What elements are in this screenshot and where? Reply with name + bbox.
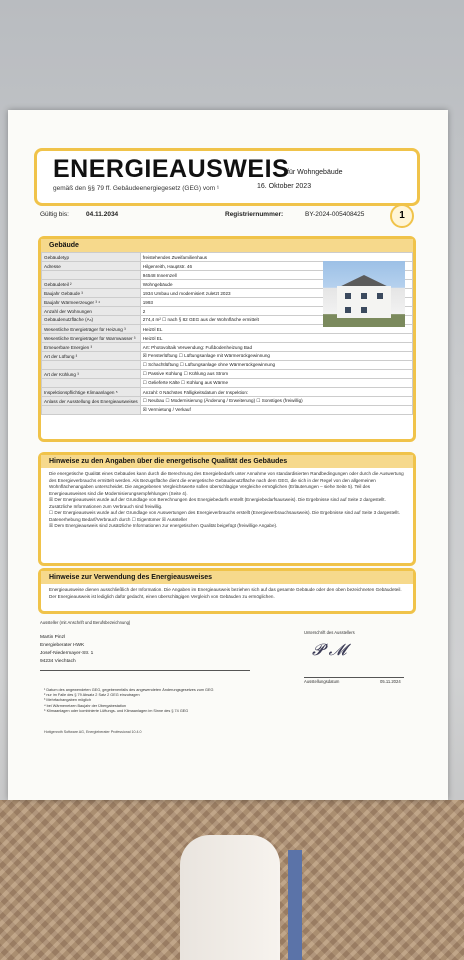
software-note: Hottgenroth Software AG, Energieberater Professional 10.4.0 [44, 730, 142, 734]
gebaeude-row-value: ☐ Schachtlüftung ☐ Lüftungsanlage ohne Wärmerückgewinnung [140, 361, 412, 370]
document-header [34, 148, 420, 206]
valid-until-label: Gültig bis: [40, 211, 69, 218]
signature-scribble: 𝓟 𝓜 [312, 640, 347, 659]
gebaeude-row [42, 397, 413, 406]
gebaeude-row-label [42, 271, 141, 280]
gebaeude-row-label: Baujahr Wärmeerzeuger ³ ⁴ [42, 298, 141, 307]
gebaeude-row-value: 274,4 m² ☐ nach § 82 GEG aus der Wohnfläche ermittelt [140, 316, 412, 325]
verwendung-text: Energieausweise dienen ausschließlich der Information. Die Angaben im Energieausweis beziehen sich auf das gesamte Gebäude oder den oben bezeichneten Gebäudeteil. Der Energieausweis ist lediglich dafür gedacht, einen überschlägigen Vergleich von Gebäuden zu ermöglichen. [49, 587, 402, 599]
document-title: ENERGIEAUSWEIS [53, 155, 290, 183]
gebaeude-row [42, 388, 413, 397]
gebaeude-row-label: Gebäudenutzfläche (Aₙ) [42, 316, 141, 325]
aussteller-line: Energieberater HWK [40, 643, 85, 648]
hinweise-section [38, 452, 416, 566]
page-number: 1 [390, 204, 414, 228]
hinweise-paragraph-1: Die energetische Qualität eines Gebäudes kann durch die Berechnung des Energiebedarfs unter Annahme von standardisierten Randbedingungen oder durch die Auswertung des Energieverbrauchs ermittelt werden. Als Bezugsfläche dient die energetische Gebäudenutzfläche nach dem GEG, die sich in der Regel von den allgemeinen Wohnflächenangaben unterscheidet. Die angegebenen Vergleichswerte sollen überschlägige Vergleiche ermöglichen (Erläuterungen – siehe Seite 5). Teil des Energieausweises sind die Modernisierungsempfehlungen (Seite 4). [49, 471, 404, 496]
document-subtitle: für Wohngebäude [287, 169, 343, 176]
hinweise-paragraph-5: ☒ Dem Energieausweis sind zusätzliche Informationen zur energetischen Qualität beigefügt (freiwillige Angabe). [49, 523, 278, 528]
gebaeude-row [42, 406, 413, 415]
gebaeude-heading: Gebäude [41, 239, 413, 252]
law-date: 16. Oktober 2023 [257, 183, 312, 190]
gebaeude-row-label: Anzahl der Wohnungen [42, 307, 141, 316]
gebaeude-row-value: ☐ Passive Kühlung ☐ Kühlung aus Strom [140, 370, 412, 379]
verwendung-heading: Hinweise zur Verwendung des Energieausweises [41, 571, 413, 584]
verwendung-section [38, 568, 416, 614]
validity-row [40, 208, 410, 224]
aussteller-address [40, 634, 93, 666]
aussteller-line: 94234 Viechtach [40, 659, 76, 664]
gebaeude-row-label: Wesentliche Energieträger für Warmwasser ³ [42, 334, 141, 343]
foot [180, 835, 280, 960]
gebaeude-row [42, 352, 413, 361]
gebaeude-row-value: 1934 Umbau und modernisiert zuletzt 2023 [140, 289, 412, 298]
gebaeude-row-label: Art der Lüftung ³ [42, 352, 141, 361]
law-reference: gemäß den §§ 79 ff. Gebäudeenergiegesetz (GEG) vom ¹ [53, 185, 220, 192]
gebaeude-row-value: Heizöl EL [140, 334, 412, 343]
gebaeude-row-value: Hilgenreith, Hauptstr. 46 [140, 262, 412, 271]
gebaeude-row-label: Gebäudeteil ² [42, 280, 141, 289]
hinweise-heading: Hinweise zu den Angaben über die energetische Qualität des Gebäudes [41, 455, 413, 468]
gebaeude-row-value: ☐ Gelieferte Kälte ☐ Kühlung aus Wärme [140, 379, 412, 388]
gebaeude-row-value: Heizöl EL [140, 325, 412, 334]
gebaeude-row-value: 1993 [140, 298, 412, 307]
aussteller-line: Martin Pinzl [40, 635, 66, 640]
aussteller-label: Aussteller (mit Anschrift und Berufsbezeichnung) [40, 620, 131, 625]
gebaeude-row-value: 94548 Innernzell [140, 271, 412, 280]
gebaeude-row-value: freistehendes Zweifamilienhaus [140, 253, 412, 262]
building-photo [323, 261, 405, 327]
footnote: ¹ Datum des angewendeten GEG, gegebenenfalls des angewendeten Änderungsgesetzes zum GEG [44, 688, 214, 692]
footnote: ⁴ bei Wärmenetzen Baujahr der Übergabestation [44, 703, 127, 708]
gebaeude-row-value: ☒ Fensterlüftung ☐ Lüftungsanlage mit Wärmerückgewinnung [140, 352, 412, 361]
gebaeude-row [42, 361, 413, 370]
footnote: ³ Mehrfachangaben möglich [44, 698, 92, 703]
registration-value: BY-2024-005408425 [305, 211, 365, 218]
hinweise-paragraph-4: Datenerhebung Bedarf/Verbrauch durch ☐ Eigentümer ☒ Aussteller [49, 516, 188, 522]
gebaeude-row-label: Gebäudetyp [42, 253, 141, 262]
gebaeude-row-value: ☒ Vermietung / Verkauf [140, 406, 412, 415]
issue-date-label: Ausstellungsdatum [304, 679, 340, 684]
gebaeude-row [42, 370, 413, 379]
gebaeude-row [42, 379, 413, 388]
gebaeude-row-label: Anlass der Ausstellung des Energieausweises [42, 397, 141, 406]
issue-date: 05.11.2024 [380, 679, 401, 684]
gebaeude-row [42, 343, 413, 352]
gebaeude-row-value: ☐ Neubau ☐ Modernisierung (Änderung / Erweiterung) ☐ Sonstiges (freiwillig) [140, 397, 412, 406]
gebaeude-row-label: Baujahr Gebäude ³ [42, 289, 141, 298]
gebaeude-row-label: Inspektionspflichtige Klimaanlagen ⁵ [42, 388, 141, 397]
valid-until-value: 04.11.2034 [86, 211, 119, 218]
gebaeude-row-label: Wesentliche Energieträger für Heizung ³ [42, 325, 141, 334]
gebaeude-row-label: Erneuerbare Energien ³ [42, 343, 141, 352]
signature-label: Unterschrift des Ausstellers [304, 630, 355, 635]
gebaeude-row-value: Art: Photovoltaik Verwendung: Fußbodenheizung Bad [140, 343, 412, 352]
gebaeude-row-label [42, 379, 141, 388]
gebaeude-row-label: Art der Kühlung ³ [42, 370, 141, 379]
hinweise-paragraph-3: ☐ Der Energieausweis wurde auf der Grundlage von Auswertungen des Energieverbrauchs erstellt (Energieverbrauchsausweis). Die Ergebnisse sind auf Seite 3 dargestellt. [49, 510, 400, 515]
gebaeude-row-label [42, 361, 141, 370]
aussteller-line: Josef-Niedermayer-Str. 1 [40, 651, 94, 656]
gebaeude-row-label: Adresse [42, 262, 141, 271]
footnote: ² nur im Falle des § 79 Absatz 2 Satz 2 GEG einzutragen [44, 693, 140, 698]
hinweise-paragraph-2: ☒ Der Energieausweis wurde auf der Grundlage von Berechnungen des Energiebedarfs erstellt (Energiebedarfsausweis). Die Ergebnisse sind auf Seite 2 dargestellt. Zusätzliche Informationen zum Verbrauch sind freiwillig. [49, 497, 386, 509]
clothing-stripe [288, 850, 302, 960]
footnotes [44, 688, 394, 714]
registration-label: Registriernummer: [225, 211, 284, 218]
gebaeude-row [42, 334, 413, 343]
gebaeude-row-value: 2 [140, 307, 412, 316]
gebaeude-row-value: Anzahl: 0 Nächstes Fälligkeitsdatum der Inspektion: [140, 388, 412, 397]
gebaeude-row-value: Wohngebäude [140, 280, 412, 289]
footnote: ⁵ Klimaanlagen oder kombinierte Lüftungs- und Klimaanlagen im Sinne des § 74 GEG [44, 708, 189, 713]
gebaeude-row-label [42, 406, 141, 415]
gebaeude-section [38, 236, 416, 442]
